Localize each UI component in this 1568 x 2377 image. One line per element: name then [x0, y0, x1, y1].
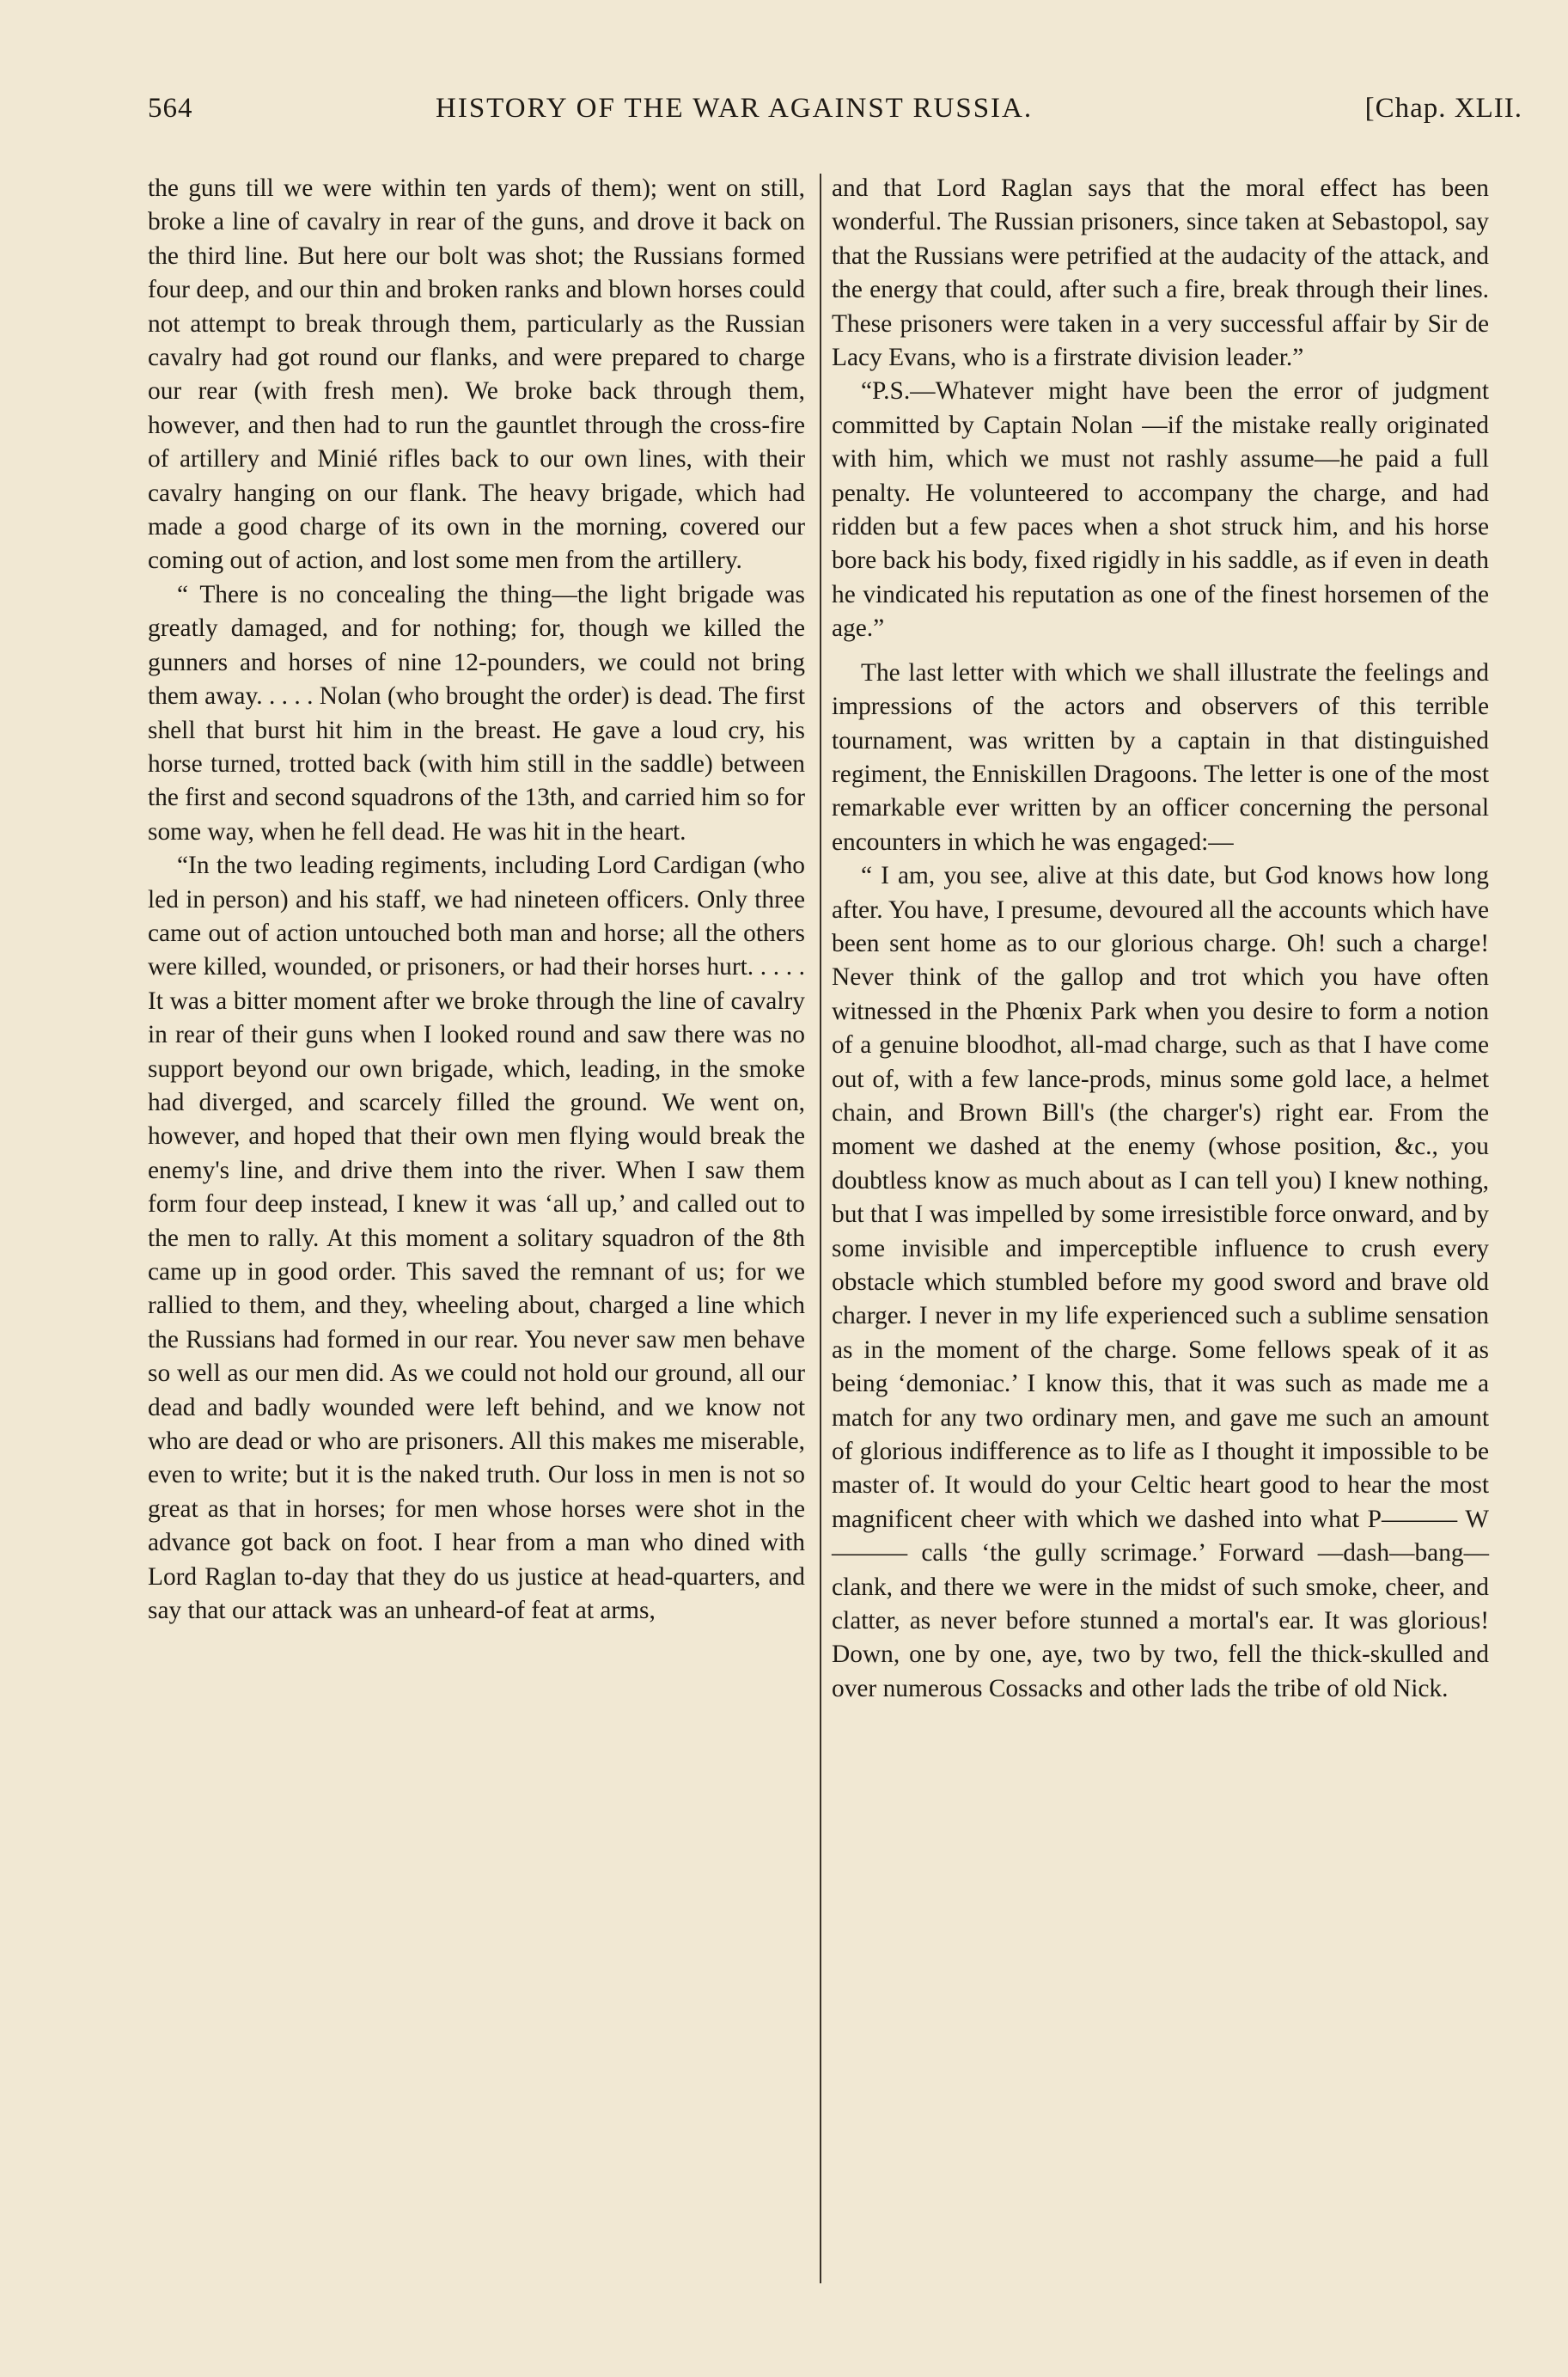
right-column — [832, 172, 1489, 2286]
paragraph: the guns till we were within ten yards of them); went on still, broke a line of cavalry in rear of the guns, and drove it back on the third line. But here our bolt was shot; the Russians formed four deep, and our thin and broken ranks and blown horses could not attempt to break through them, particularly as the Russian cavalry had got round our flanks, and were prepared to charge our rear (with fresh men). We broke back through them, however, and then had to run the gauntlet through the cross-fire of artillery and Minié rifles back to our own lines, with their cavalry hanging on our flank. The heavy brigade, which had made a good charge of its own in the morning, covered our coming out of action, and lost some men from the artillery. — [148, 174, 805, 575]
running-header — [148, 93, 1522, 136]
paragraph: “ There is no concealing the thing—the light brigade was greatly damaged, and for nothing; for, though we killed the gunners and horses of nine 12-pounders, we could not bring them away. . . . . Nolan (who brought the order) is dead. The first shell that burst hit him in the breast. He gave a loud cry, his horse turned, trotted back (with him still in the saddle) between the first and second squadrons of the 13th, and carried him so for some way, when he fell dead. He was hit in the heart. — [148, 580, 805, 846]
running-title: HISTORY OF THE WAR AGAINST RUSSIA. — [436, 93, 1034, 124]
left-column — [148, 172, 805, 2286]
chapter-label: [Chap. XLII. — [1364, 93, 1522, 124]
paragraph: The last letter with which we shall illustrate the feelings and impressions of the actors and observers of this terrible tournament, was written by a captain in that distinguished regiment, the Enniskillen Dragoons. The letter is one of the most remarkable ever written by an officer concerning the personal encounters in which he was engaged:— — [832, 658, 1489, 856]
paragraph: “P.S.—Whatever might have been the error of judgment committed by Captain Nolan —if the mistake really originated with him, which we must not rashly assume—he paid a full penalty. He volunteered to accompany the charge, and had ridden but a few paces when a shot struck him, and his horse bore back his body, fixed rigidly in his saddle, as if even in death he vindicated his reputation as one of the finest horsemen of the age.” — [832, 377, 1489, 643]
paragraph: “ I am, you see, alive at this date, but God knows how long after. You have, I presume, devoured all the accounts which have been sent home as to our glorious charge. Oh! such a charge! Never think of the gallop and trot which you have often witnessed in the Phœnix Park when you desire to form a notion of a genuine bloodhot, all-mad charge, such as that I have come out of, with a few lance-prods, minus some gold lace, a helmet chain, and Brown Bill's (the charger's) right ear. From the moment we dashed at the enemy (whose position, &c., you doubtless know as much about as I can tell you) I knew nothing, but that I was impelled by some irresistible force onward, and by some invisible and imperceptible influence to crush every obstacle which stumbled before my good sword and brave old charger. I never in my life experienced such a sublime sensation as in the moment of the charge. Some fellows speak of it as being ‘demoniac.’ I know this, that it was such as made me a match for any two ordinary men, and gave me such an amount of glorious indifference as to life as I thought it impossible to be master of. It would do your Celtic heart good to hear the most magnificent cheer with which we dashed into what P——— W——— calls ‘the gully scrimage.’ Forward —dash—bang—clank, and there we were in the midst of such smoke, cheer, and clatter, as never before stunned a mortal's ear. It was glorious! Down, one by one, aye, two by two, fell the thick-skulled and over numerous Cossacks and other lads the tribe of old Nick. — [832, 862, 1489, 1702]
paragraph: and that Lord Raglan says that the moral effect has been wonderful. The Russian prisoners, since taken at Sebastopol, say that the Russians were petrified at the audacity of the attack, and the energy that could, after such a fire, break through their lines. These prisoners were taken in a very successful affair by Sir de Lacy Evans, who is a firstrate division leader.” — [832, 174, 1489, 372]
page-number: 564 — [148, 93, 193, 124]
column-divider — [820, 174, 821, 2283]
paragraph: “In the two leading regiments, including Lord Cardigan (who led in person) and his staff, we had nineteen officers. Only three came out of action untouched both man and horse; all the others were killed, wounded, or prisoners, or had their horses hurt. . . . . It was a bitter moment after we broke through the line of cavalry in rear of their guns when I looked round and saw there was no support beyond our own brigade, which, leading, in the smoke had diverged, and scarcely filled the ground. We went on, however, and hoped that their own men flying would break the enemy's line, and drive them into the river. When I saw them form four deep instead, I knew it was ‘all up,’ and called out to the men to rally. At this moment a solitary squadron of the 8th came up in good order. This saved the remnant of us; for we rallied to them, and they, wheeling about, charged a line which the Russians had formed in our rear. You never saw men behave so well as our men did. As we could not hold our ground, all our dead and badly wounded were left behind, and we know not who are dead or who are prisoners. All this makes me miserable, even to write; but it is the naked truth. Our loss in men is not so great as that in horses; for men whose horses were shot in the advance got back on foot. I hear from a man who dined with Lord Raglan to-day that they do us justice at head-quarters, and say that our attack was an unheard-of feat at arms, — [148, 852, 805, 1625]
